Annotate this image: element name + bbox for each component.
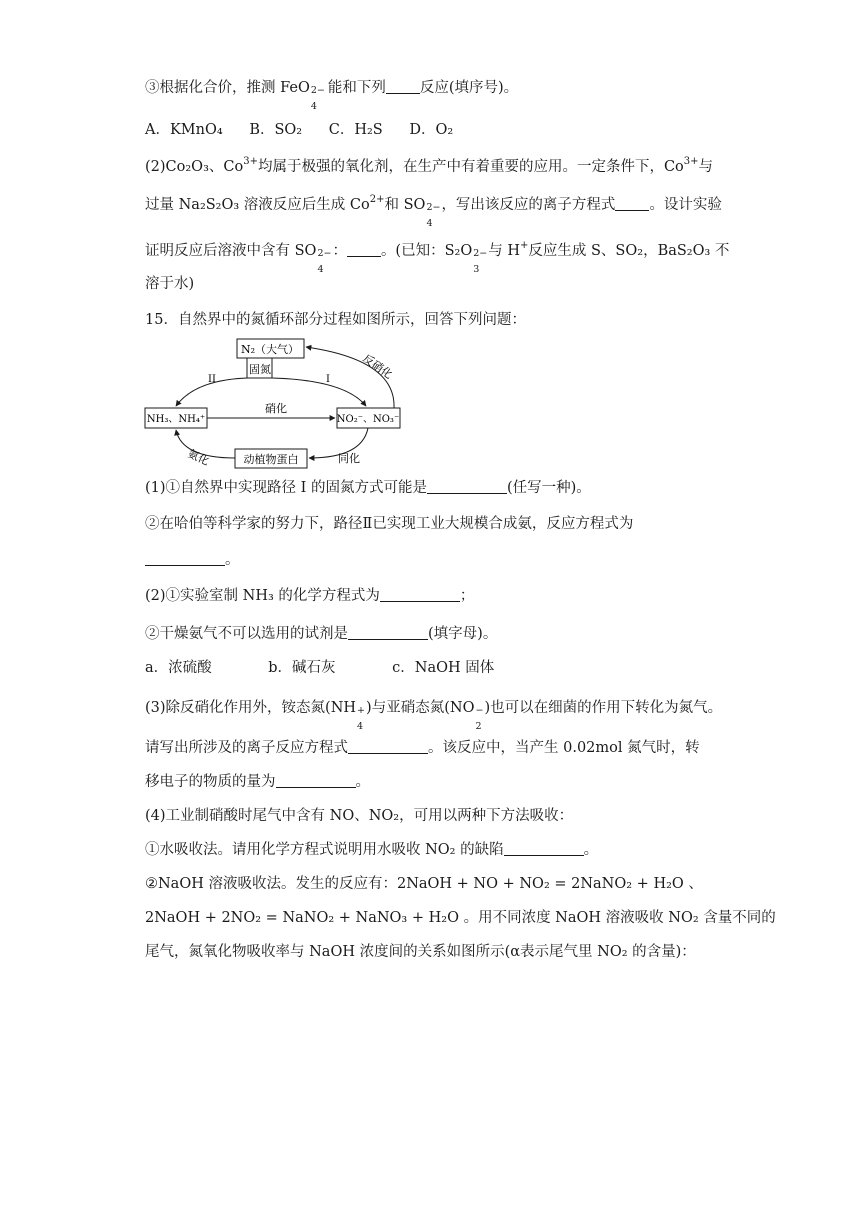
q15-part1-b: ②在哈伯等科学家的努力下，路径Ⅱ已实现工业大规模合成氨，反应方程式为 [145,516,634,532]
q15-part1-a: (1)①自然界中实现路径 I 的固氮方式可能是 (任写一种)。 [145,480,591,496]
q15-part3-line1: (3)除反硝化作用外，铵态氮(NH + 4 )与亚硝态氮(NO − 2 )也可以在细菌的作用下转化为氮气。 [145,700,723,732]
nitrite-label: NO₂⁻、NO₃⁻ [336,414,400,425]
assimilation-label: 同化 [338,452,360,465]
q15-part4-c: ②NaOH 溶液吸收法。发生的反应有：2NaOH + NO + NO₂ = 2NaNO₂ + H₂O 、 [145,876,703,892]
answer-blank[interactable] [145,551,225,566]
answer-blank[interactable] [348,625,428,640]
option-b: b．碱石灰 [268,660,336,676]
q15-part4-d: 2NaOH + 2NO₂ = NaNO₂ + NaNO₃ + H₂O 。用不同浓度 NaOH 溶液吸收 NO₂ 含量不同的 [145,910,776,926]
protein-box [235,449,307,468]
denitrification-arrow [306,347,394,408]
answer-blank[interactable] [427,479,507,494]
fixation-label: 固氮 [249,363,271,376]
q15-part4-e: 尾气，氮氧化物吸收率与 NaOH 浓度间的关系如图所示(α表示尾气里 NO₂ 的含量)： [145,944,696,960]
q15-part2-a: (2)①实验室制 NH₃ 的化学方程式为 ； [145,588,475,604]
q15-part2-options [145,658,494,678]
option-c: C．H₂S [328,122,383,138]
n2-atmosphere-box [237,339,304,358]
path-I-label: I [326,374,330,385]
q15-part4-b: ①水吸收法。请用化学方程式说明用水吸收 NO₂ 的缺陷 。 [145,842,599,858]
q14-part2-line4: 溶于水) [145,276,195,292]
option-a: a．浓硫酸 [145,660,212,676]
q15-part3-line3: 移电子的物质的量为 。 [145,774,370,790]
nitrification-label: 硝化 [265,402,287,415]
q14-item3: ③根据化合价，推测 FeO 2− 4 能和下列 反应(填序号)。 [145,80,519,112]
q14-part2-line1: (2)Co₂O₃、$Co^{3+}$均属于极强的氧化剂，在生产中有着重要的应用。一定条件下，$Co^{3+}$与 [145,156,714,175]
option-c: c．NaOH 固体 [392,660,495,676]
q14-part2-line2: 过量 Na₂S₂O₃ 溶液反应后生成 $Co^{2+}$和 SO 2− 4 ，写出该反应的离子方程式 。设计实验 [145,194,722,229]
q15-part4-intro: (4)工业制硝酸时尾气中含有 NO、NO₂，可用以两种下方法吸收： [145,808,574,824]
q15-part3-line2: 请写出所涉及的离子反应方程式 。该反应中，当产生 0.02mol 氮气时，转 [145,740,700,756]
option-d: D．O₂ [409,122,454,138]
ammonia-label: NH₃、NH₄⁺ [146,414,206,425]
answer-blank[interactable] [347,242,381,257]
q14-options [145,120,453,140]
denitrification-label: 反硝化 [360,351,395,382]
answer-blank[interactable] [504,841,584,856]
nitrogen-cycle-diagram [140,330,420,470]
n2-label: N₂（大气） [240,343,300,356]
answer-blank[interactable] [380,587,460,602]
q15-intro: 15．自然界中的氮循环部分过程如图所示，回答下列问题： [145,312,526,328]
ammonification-label: 氨化 [185,446,212,469]
answer-blank[interactable] [348,739,428,754]
protein-label: 动植物蛋白 [243,453,299,466]
answer-blank[interactable] [386,79,420,94]
option-a: A．KMnO₄ [145,122,223,138]
ammonia-box [145,408,207,428]
path-II-label: II [208,374,216,385]
option-b: B．SO₂ [249,122,303,138]
q15-part1-b-answer: 。 [145,550,240,570]
nitrite-nitrate-box [337,408,400,428]
answer-blank[interactable] [276,773,356,788]
q15-part2-b: ②干燥氨气不可以选用的试剂是 (填字母)。 [145,626,498,642]
answer-blank[interactable] [615,196,649,211]
q14-part2-line3: 证明反应后溶液中含有 SO 2− 4 ： 。(已知：S₂O 2− 3 与 H+反应生成 S、SO₂，BaS₂O₃ 不 [145,240,730,275]
